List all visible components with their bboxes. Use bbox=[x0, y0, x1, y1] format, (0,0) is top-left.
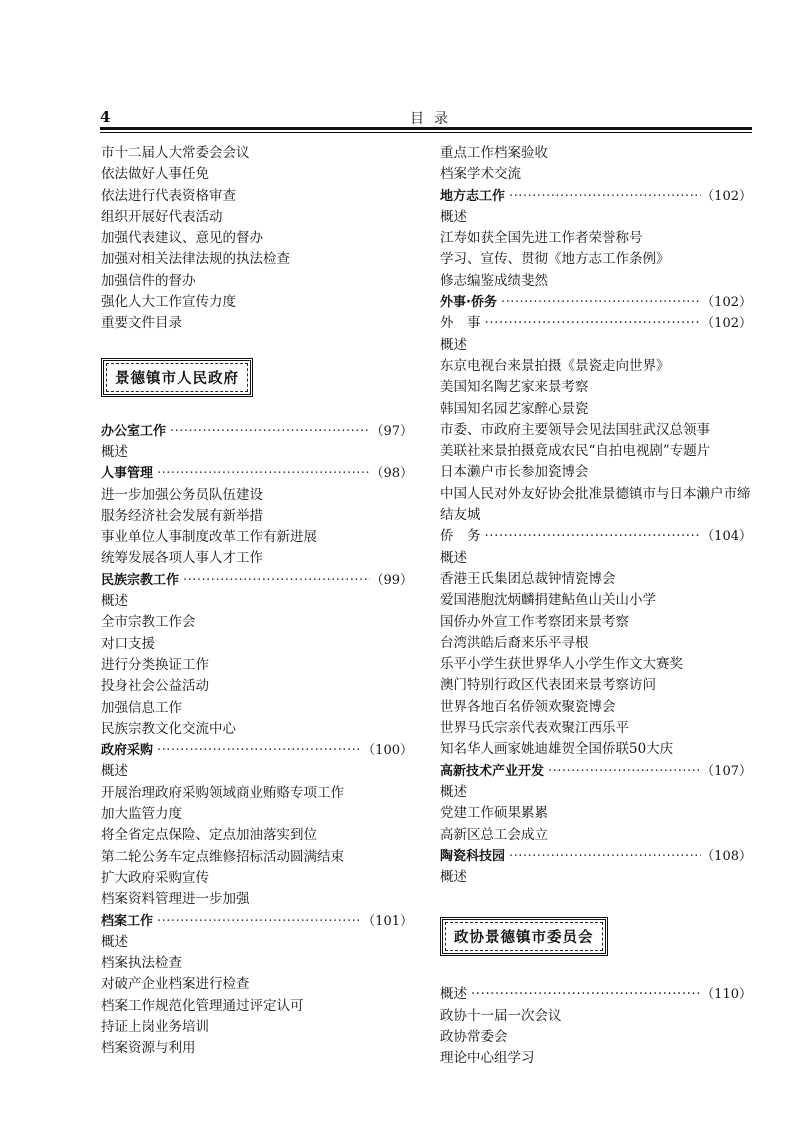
toc-item[interactable]: 美联社来景拍摄竟成农民“自拍电视剧”专题片 bbox=[440, 443, 711, 460]
toc-section[interactable] bbox=[101, 463, 413, 484]
toc-item[interactable]: 档案资料管理进一步加强 bbox=[101, 891, 250, 908]
section-title: 外事·侨务 bbox=[440, 295, 497, 311]
toc-item[interactable]: 日本濑户市长参加瓷博会 bbox=[440, 464, 589, 481]
toc-item[interactable]: 理论中心组学习 bbox=[440, 1050, 535, 1067]
toc-item[interactable]: 服务经济社会发展有新举措 bbox=[101, 507, 263, 524]
toc-item[interactable]: 概述 bbox=[440, 549, 467, 566]
toc-item[interactable]: 加强信息工作 bbox=[101, 699, 182, 716]
toc-item[interactable]: 加强代表建议、意见的督办 bbox=[101, 230, 263, 247]
toc-item[interactable]: 政协十一届一次会议 bbox=[440, 1007, 562, 1024]
toc-item[interactable]: 重要文件目录 bbox=[101, 315, 182, 332]
toc-item[interactable]: 强化人大工作宣传力度 bbox=[101, 294, 236, 311]
toc-item[interactable]: 概述 bbox=[101, 593, 128, 610]
toc-item[interactable]: 市十二届人大常委会会议 bbox=[101, 145, 250, 161]
toc-item[interactable]: 乐平小学生获世界华人小学生作文大赛奖 bbox=[440, 656, 683, 673]
toc-item[interactable]: 组织开展好代表活动 bbox=[101, 208, 223, 225]
toc-item[interactable]: 投身社会公益活动 bbox=[101, 678, 209, 695]
toc-item[interactable]: 对破产企业档案进行检查 bbox=[101, 976, 250, 993]
toc-item[interactable]: 修志编鉴成绩斐然 bbox=[440, 272, 548, 289]
toc-item[interactable]: 概述 bbox=[440, 208, 467, 225]
page-ref: （102） bbox=[701, 295, 752, 311]
header-rule-thin bbox=[100, 132, 752, 133]
toc-item[interactable]: 事业单位人事制度改革工作有新进展 bbox=[101, 529, 317, 546]
page-ref: （101） bbox=[362, 913, 413, 929]
toc-section[interactable] bbox=[101, 570, 413, 591]
toc-item[interactable]: 香港王氏集团总裁钟情瓷博会 bbox=[440, 570, 616, 587]
page-ref: （102） bbox=[701, 188, 752, 204]
part-title-box bbox=[440, 917, 608, 956]
leader-dots bbox=[179, 570, 370, 591]
part-title[interactable]: 景德镇市人民政府 bbox=[106, 363, 248, 392]
page-header bbox=[100, 108, 750, 128]
toc-item[interactable]: 将全省定点保险、定点加油落实到位 bbox=[101, 827, 317, 844]
toc-item[interactable]: 高新区总工会成立 bbox=[440, 826, 548, 843]
toc-section[interactable] bbox=[101, 421, 413, 442]
toc-item[interactable]: 台湾洪皓后裔来乐平寻根 bbox=[440, 634, 589, 651]
section-title: 人事管理 bbox=[101, 466, 154, 482]
toc-item[interactable]: 世界马氏宗亲代表欢聚江西乐平 bbox=[440, 720, 629, 737]
toc-section[interactable] bbox=[440, 292, 752, 313]
leader-dots bbox=[153, 911, 362, 932]
toc-item[interactable]: 知名华人画家姚迪雄贺全国侨联50大庆 bbox=[440, 741, 674, 758]
toc-item[interactable]: 市委、市政府主要领导会见法国驻武汉总领事 bbox=[440, 421, 710, 438]
leader-dots bbox=[481, 526, 702, 547]
toc-item[interactable]: 第二轮公务车定点维修招标活动圆满结束 bbox=[101, 848, 344, 865]
part-title[interactable]: 政协景德镇市委员会 bbox=[445, 922, 603, 951]
toc-item[interactable]: 开展治理政府采购领域商业贿赂专项工作 bbox=[101, 784, 344, 801]
toc-item[interactable]: 澳门特别行政区代表团来景考察访问 bbox=[440, 677, 656, 694]
subsection-title: 侨 务 bbox=[440, 528, 481, 545]
toc-item[interactable]: 依法进行代表资格审查 bbox=[101, 187, 236, 204]
toc-item[interactable]: 党建工作硕果累累 bbox=[440, 805, 548, 822]
part-title-box bbox=[101, 358, 253, 397]
toc-item[interactable]: 重点工作档案验收 bbox=[440, 145, 548, 161]
page-ref: （104） bbox=[701, 529, 752, 545]
section-title: 办公室工作 bbox=[101, 423, 167, 439]
toc-section[interactable] bbox=[101, 740, 413, 761]
toc-section[interactable] bbox=[440, 186, 752, 207]
page-ref: （99） bbox=[370, 572, 413, 588]
toc-item[interactable]: 国侨办外宣工作考察团来景考察 bbox=[440, 613, 629, 630]
leader-dots bbox=[153, 463, 370, 484]
toc-item[interactable]: 韩国知名园艺家醉心景瓷 bbox=[440, 400, 589, 417]
leader-dots bbox=[153, 740, 362, 761]
leader-dots bbox=[166, 421, 370, 442]
part-heading bbox=[101, 335, 413, 421]
header-rule-thick bbox=[100, 127, 752, 130]
toc-item[interactable]: 江寿如获全国先进工作者荣誉称号 bbox=[440, 230, 643, 247]
page-ref: （110） bbox=[701, 987, 752, 1003]
section-title: 档案工作 bbox=[101, 913, 154, 929]
section-title: 政府采购 bbox=[101, 743, 154, 759]
toc-item[interactable]: 加强信件的督办 bbox=[101, 272, 196, 289]
toc-item[interactable]: 概述 bbox=[101, 933, 128, 950]
section-title: 民族宗教工作 bbox=[101, 572, 180, 588]
section-title: 概述 bbox=[440, 986, 467, 1003]
section-title: 地方志工作 bbox=[440, 188, 506, 204]
toc-item[interactable]: 爱国港胞沈炳麟捐建鲇鱼山关山小学 bbox=[440, 592, 656, 609]
running-title: 目录 bbox=[410, 111, 458, 127]
toc-item[interactable]: 概述 bbox=[440, 869, 467, 886]
leader-dots bbox=[467, 984, 701, 1005]
toc-item[interactable]: 档案资源与利用 bbox=[101, 1040, 196, 1057]
toc-item[interactable]: 统筹发展各项人事人才工作 bbox=[101, 550, 263, 567]
toc-item[interactable]: 档案工作规范化管理通过评定认可 bbox=[101, 997, 304, 1014]
page-ref: （108） bbox=[701, 848, 752, 864]
toc-left-column bbox=[101, 143, 413, 1060]
page-ref: （97） bbox=[370, 423, 413, 439]
toc-section[interactable] bbox=[440, 846, 752, 867]
toc-item[interactable]: 进一步加强公务员队伍建设 bbox=[101, 486, 263, 503]
leader-dots bbox=[481, 313, 702, 334]
toc-item[interactable]: 加强对相关法律法规的执法检查 bbox=[101, 251, 290, 268]
toc-item[interactable]: 概述 bbox=[101, 443, 128, 460]
section-title: 高新技术产业开发 bbox=[440, 763, 545, 779]
toc-item[interactable]: 世界各地百名侨领欢聚瓷博会 bbox=[440, 698, 616, 715]
toc-subsection[interactable] bbox=[440, 526, 752, 547]
toc-item[interactable]: 对口支援 bbox=[101, 635, 155, 652]
toc-item[interactable]: 依法做好人事任免 bbox=[101, 166, 209, 183]
toc-section[interactable] bbox=[101, 911, 413, 932]
toc-subsection[interactable] bbox=[440, 313, 752, 334]
toc-item[interactable]: 中国人民对外友好协会批准景德镇市与日本濑户市缔结友城 bbox=[440, 485, 751, 524]
toc-item[interactable]: 概述 bbox=[440, 336, 467, 353]
toc-item[interactable]: 档案学术交流 bbox=[440, 166, 521, 183]
toc-item[interactable]: 概述 bbox=[101, 763, 128, 780]
toc-section[interactable] bbox=[440, 984, 752, 1005]
subsection-title: 外 事 bbox=[440, 315, 481, 332]
toc-item[interactable]: 政协常委会 bbox=[440, 1028, 508, 1045]
leader-dots bbox=[544, 761, 701, 782]
toc-item[interactable]: 美国知名陶艺家来景考察 bbox=[440, 379, 589, 396]
toc-item[interactable]: 进行分类换证工作 bbox=[101, 656, 209, 673]
page-number: 4 bbox=[100, 108, 111, 126]
toc-item[interactable]: 加大监管力度 bbox=[101, 806, 182, 823]
page-ref: （102） bbox=[701, 316, 752, 332]
toc-item[interactable]: 学习、宣传、贯彻《地方志工作条例》 bbox=[440, 251, 670, 268]
part-heading bbox=[440, 888, 752, 984]
page-ref: （98） bbox=[370, 466, 413, 482]
leader-dots bbox=[505, 846, 701, 867]
toc-item[interactable]: 民族宗教文化交流中心 bbox=[101, 720, 236, 737]
toc-group bbox=[101, 143, 413, 335]
page-ref: （107） bbox=[701, 763, 752, 779]
toc-item[interactable]: 东京电视台来景拍摄《景瓷走向世界》 bbox=[440, 357, 670, 374]
toc-item[interactable]: 档案执法检查 bbox=[101, 955, 182, 972]
toc-item[interactable]: 全市宗教工作会 bbox=[101, 614, 196, 631]
toc-right-column bbox=[440, 143, 752, 1070]
leader-dots bbox=[505, 186, 701, 207]
section-title: 陶瓷科技园 bbox=[440, 848, 506, 864]
page-ref: （100） bbox=[362, 743, 413, 759]
toc-item[interactable]: 持证上岗业务培训 bbox=[101, 1018, 209, 1035]
toc-item[interactable]: 扩大政府采购宣传 bbox=[101, 869, 209, 886]
toc-item[interactable]: 概述 bbox=[440, 783, 467, 800]
leader-dots bbox=[497, 292, 701, 313]
toc-section[interactable] bbox=[440, 761, 752, 782]
